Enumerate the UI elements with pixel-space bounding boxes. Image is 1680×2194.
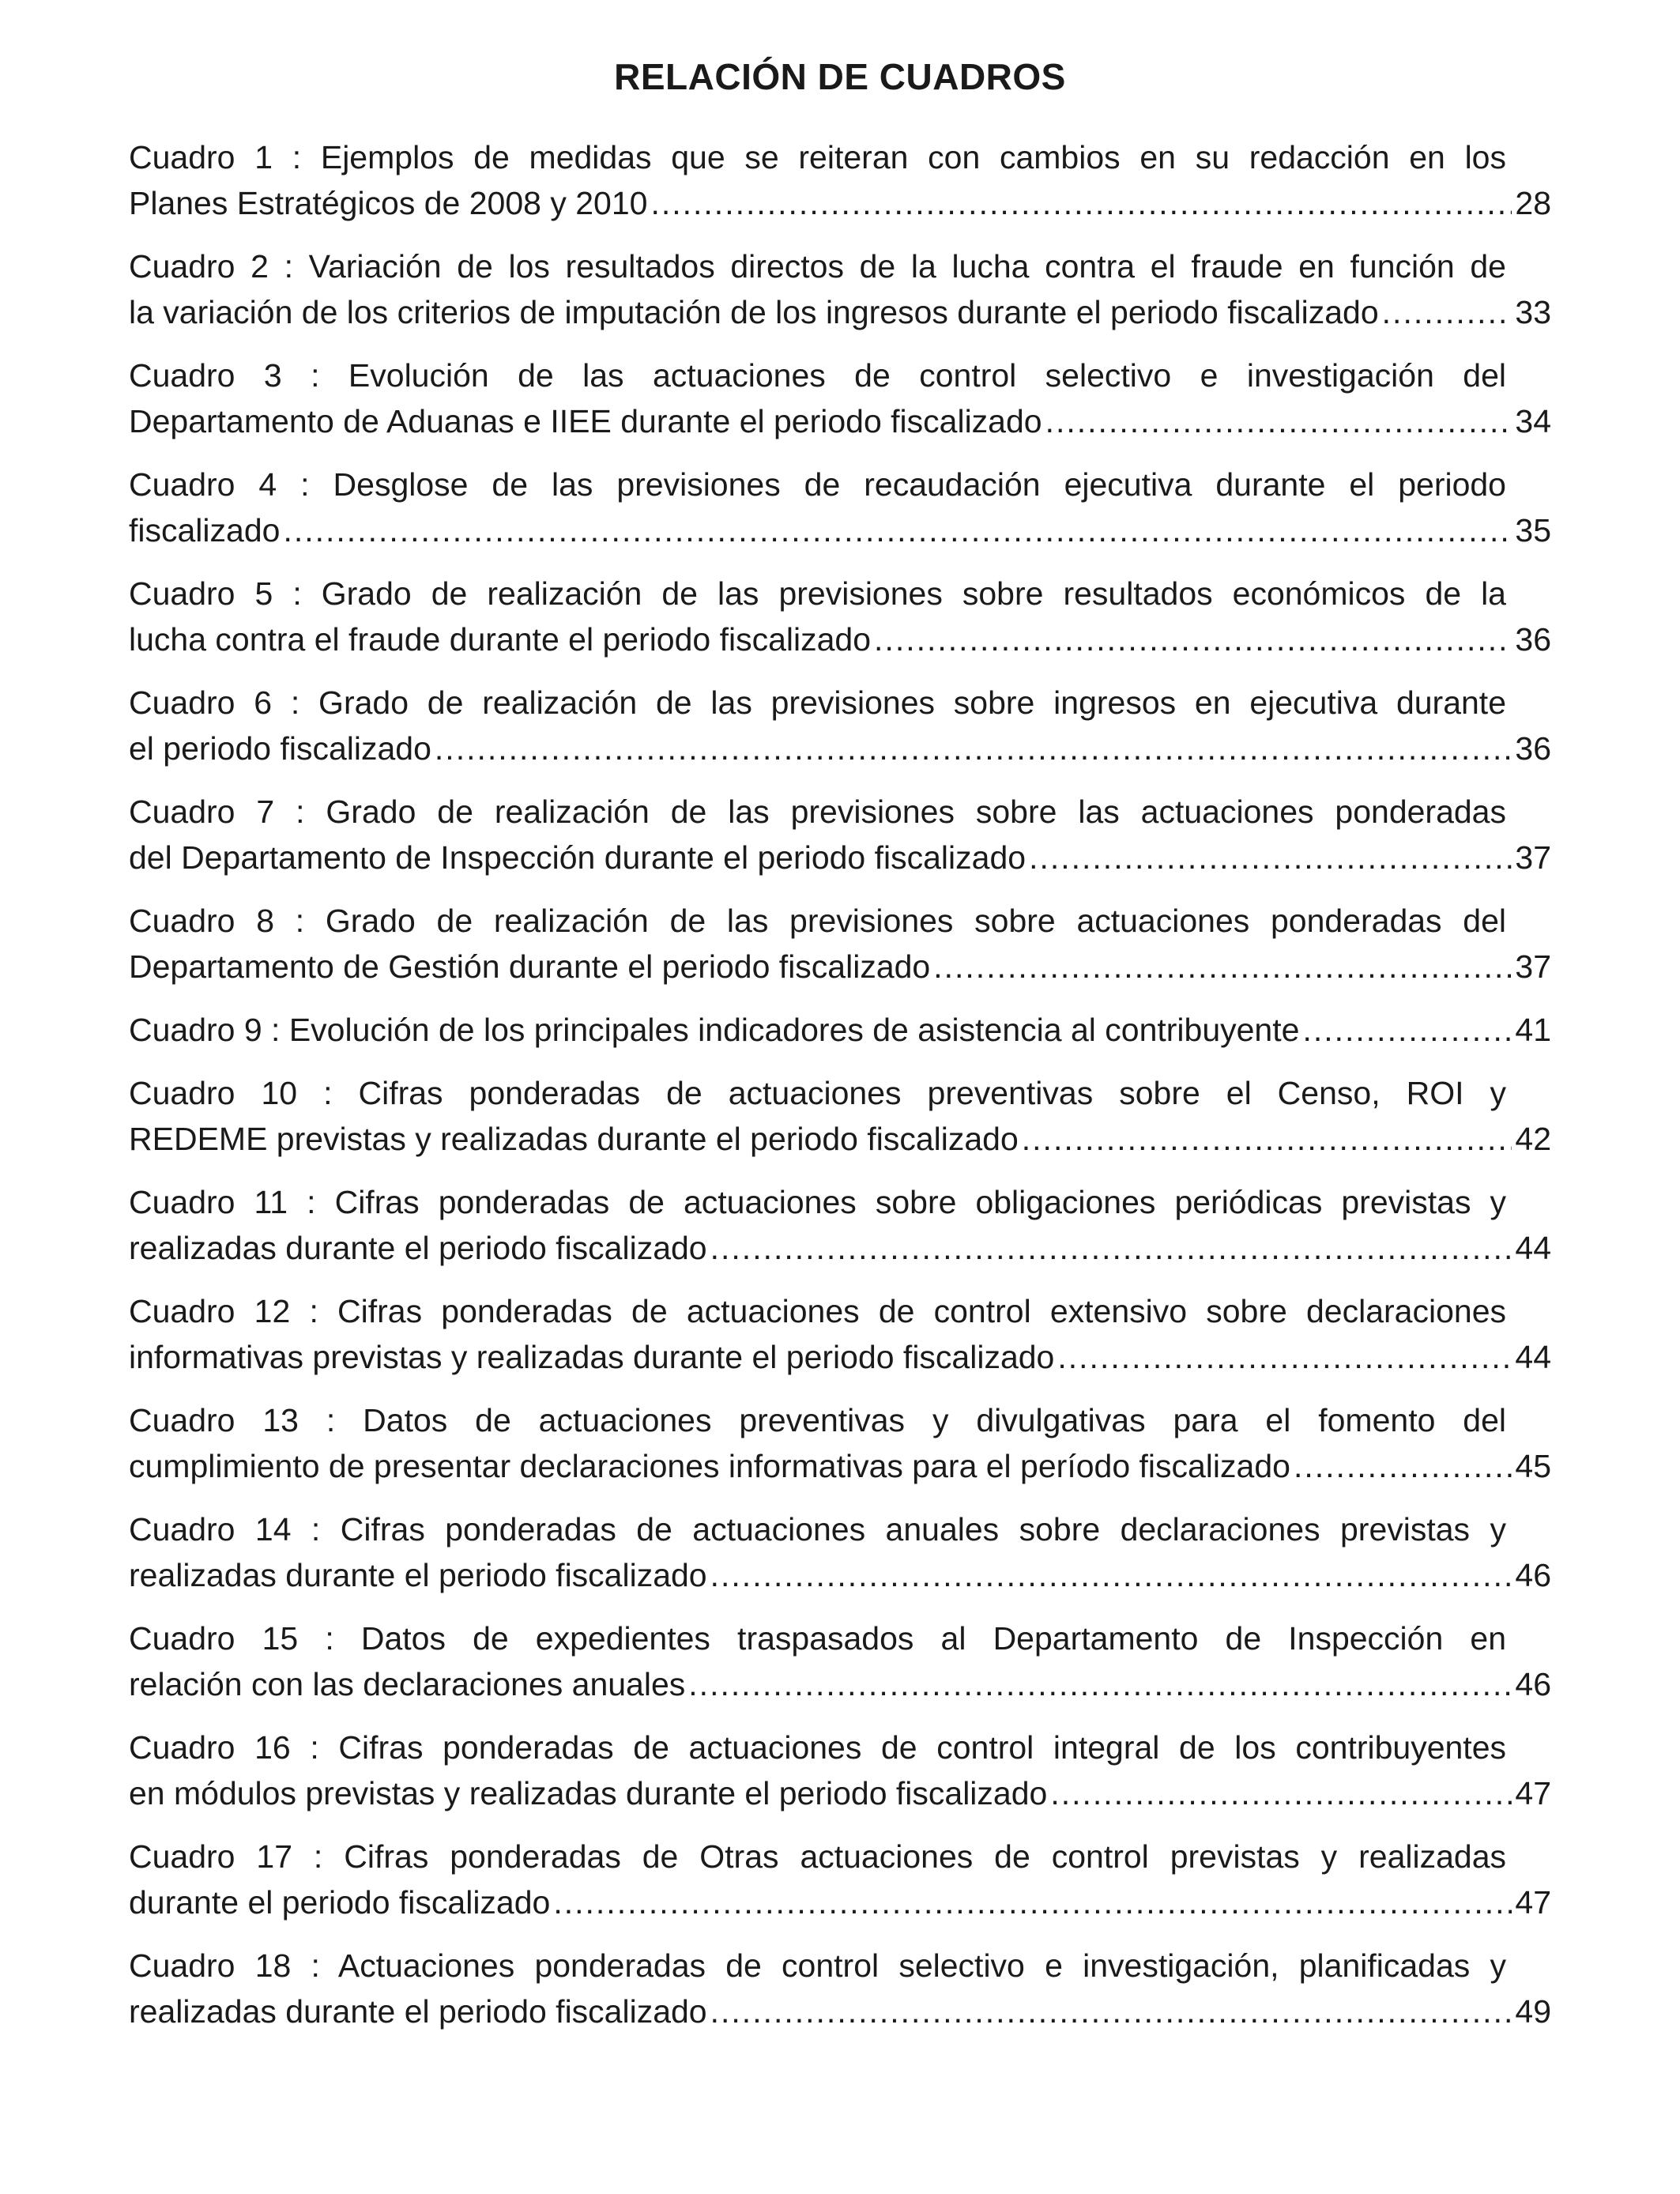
toc-entry-text: realizadas durante el periodo fiscalizado <box>129 1557 707 1593</box>
dot-leader <box>650 180 1512 226</box>
toc-entry-last-line <box>129 1007 1551 1053</box>
page-title: RELACIÓN DE CUADROS <box>614 56 1066 97</box>
dot-leader <box>1050 1770 1512 1816</box>
toc-entry-text: del Departamento de Inspección durante el periodo fiscalizado <box>129 839 1026 876</box>
toc-entry-title-line: Cuadro 7 : Grado de realización de las previsiones sobre las actuaciones ponderadas <box>129 794 1506 830</box>
toc-entry-last-line <box>129 1770 1551 1816</box>
toc-entry-text: cumplimiento de presentar declaraciones informativas para el período fiscalizado <box>129 1448 1290 1484</box>
toc-entry-title-line: Cuadro 12 : Cifras ponderadas de actuaciones de control extensivo sobre declaraciones <box>129 1293 1506 1329</box>
toc-entry-text: Planes Estratégicos de 2008 y 2010 <box>129 185 648 221</box>
page-number: 45 <box>1515 1448 1551 1484</box>
toc-entry-text: realizadas durante el periodo fiscalizado <box>129 1230 707 1266</box>
toc-entry[interactable] <box>129 1943 1551 2034</box>
dot-leader <box>553 1879 1512 1925</box>
toc-entry-title-line: Cuadro 3 : Evolución de las actuaciones de control selectivo e investigación del <box>129 357 1506 394</box>
dot-leader <box>1057 1334 1512 1380</box>
toc-entry-text: informativas previstas y realizadas durante el periodo fiscalizado <box>129 1339 1055 1375</box>
dot-leader <box>710 1552 1512 1598</box>
dot-leader <box>1029 835 1512 880</box>
toc-entry-title-line: Cuadro 15 : Datos de expedientes traspasados al Departamento de Inspección en <box>129 1620 1506 1657</box>
toc-entry-last-line <box>129 944 1551 990</box>
dot-leader <box>933 944 1512 990</box>
page-number: 49 <box>1515 1993 1551 2030</box>
toc-entry[interactable] <box>129 352 1551 444</box>
toc-entry-text: Departamento de Aduanas e IIEE durante el periodo fiscalizado <box>129 403 1042 439</box>
toc-entry-title-line: Cuadro 6 : Grado de realización de las previsiones sobre ingresos en ejecutiva durante <box>129 684 1506 721</box>
toc-entry-title-line: Cuadro 5 : Grado de realización de las previsiones sobre resultados económicos de la <box>129 575 1506 612</box>
page-number: 46 <box>1515 1666 1551 1702</box>
page-number: 33 <box>1515 294 1551 330</box>
toc-entry-title-line: Cuadro 16 : Cifras ponderadas de actuaciones de control integral de los contribuyentes <box>129 1729 1506 1766</box>
page-number: 35 <box>1515 512 1551 548</box>
toc-entry-last-line <box>129 726 1551 771</box>
page-number: 44 <box>1515 1339 1551 1375</box>
page-number: 37 <box>1515 839 1551 876</box>
page-number: 47 <box>1515 1884 1551 1921</box>
page-number: 42 <box>1515 1121 1551 1157</box>
toc-entry-title-line: Cuadro 14 : Cifras ponderadas de actuaciones anuales sobre declaraciones previstas y <box>129 1511 1506 1547</box>
toc-entry-last-line <box>129 1225 1551 1271</box>
toc-entry-text: durante el periodo fiscalizado <box>129 1884 551 1921</box>
toc-entry-title-line: Cuadro 8 : Grado de realización de las previsiones sobre actuaciones ponderadas del <box>129 903 1506 939</box>
toc-entry-text: el periodo fiscalizado <box>129 730 431 767</box>
toc-entry-text: REDEME previstas y realizadas durante el periodo fiscalizado <box>129 1121 1019 1157</box>
dot-leader <box>688 1661 1512 1707</box>
toc-entry[interactable] <box>129 1288 1551 1380</box>
dot-leader <box>1294 1443 1512 1489</box>
toc-entry-last-line <box>129 1879 1551 1925</box>
toc-entry-text: Departamento de Gestión durante el periodo fiscalizado <box>129 948 931 985</box>
toc-entry[interactable] <box>129 134 1551 226</box>
toc-entry[interactable] <box>129 1615 1551 1707</box>
toc-entry-last-line <box>129 289 1551 335</box>
page-number: 46 <box>1515 1557 1551 1593</box>
toc-entry[interactable] <box>129 1007 1551 1053</box>
toc-entry-text: relación con las declaraciones anuales <box>129 1666 686 1702</box>
page-number: 34 <box>1515 403 1551 439</box>
table-of-contents-list <box>129 134 1551 2052</box>
toc-entry-last-line <box>129 1552 1551 1598</box>
toc-entry-title-line: Cuadro 17 : Cifras ponderadas de Otras actuaciones de control previstas y realizadas <box>129 1838 1506 1875</box>
toc-entry[interactable] <box>129 1834 1551 1925</box>
toc-entry[interactable] <box>129 1725 1551 1816</box>
toc-entry-title-line: Cuadro 10 : Cifras ponderadas de actuaciones preventivas sobre el Censo, ROI y <box>129 1075 1506 1111</box>
dot-leader <box>1045 398 1512 444</box>
toc-entry-last-line <box>129 616 1551 662</box>
toc-entry-text: la variación de los criterios de imputación de los ingresos durante el periodo fiscalizado <box>129 294 1379 330</box>
dot-leader <box>1022 1116 1512 1162</box>
page-number: 36 <box>1515 621 1551 658</box>
toc-entry[interactable] <box>129 680 1551 771</box>
toc-entry-text: Cuadro 9 : Evolución de los principales indicadores de asistencia al contribuyente <box>129 1012 1300 1048</box>
toc-entry[interactable] <box>129 898 1551 990</box>
page-number: 28 <box>1515 185 1551 221</box>
toc-entry[interactable] <box>129 1179 1551 1271</box>
toc-entry-last-line <box>129 1989 1551 2034</box>
toc-entry-text: realizadas durante el periodo fiscalizado <box>129 1993 707 2030</box>
toc-entry-text: fiscalizado <box>129 512 281 548</box>
toc-entry-title-line: Cuadro 1 : Ejemplos de medidas que se reiteran con cambios en su redacción en los <box>129 139 1506 175</box>
toc-entry-title-line: Cuadro 4 : Desglose de las previsiones de recaudación ejecutiva durante el periodo <box>129 466 1506 503</box>
toc-entry-last-line <box>129 398 1551 444</box>
toc-entry-text: en módulos previstas y realizadas durante el periodo fiscalizado <box>129 1775 1048 1811</box>
dot-leader <box>710 1225 1512 1271</box>
dot-leader <box>1382 289 1512 335</box>
toc-entry-last-line <box>129 1661 1551 1707</box>
page-number: 47 <box>1515 1775 1551 1811</box>
dot-leader <box>283 507 1512 553</box>
toc-entry[interactable] <box>129 243 1551 335</box>
toc-entry-title-line: Cuadro 2 : Variación de los resultados directos de la lucha contra el fraude en función de <box>129 248 1506 285</box>
toc-entry-title-line: Cuadro 11 : Cifras ponderadas de actuaciones sobre obligaciones periódicas previstas y <box>129 1184 1506 1220</box>
toc-entry-title-line: Cuadro 18 : Actuaciones ponderadas de control selectivo e investigación, planificadas y <box>129 1947 1506 1984</box>
toc-entry-last-line <box>129 180 1551 226</box>
dot-leader <box>874 616 1512 662</box>
toc-entry[interactable] <box>129 462 1551 553</box>
page-number: 36 <box>1515 730 1551 767</box>
page-number: 44 <box>1515 1230 1551 1266</box>
toc-entry[interactable] <box>129 1397 1551 1489</box>
toc-entry[interactable] <box>129 571 1551 662</box>
toc-entry-last-line <box>129 835 1551 880</box>
page-number: 37 <box>1515 948 1551 985</box>
toc-entry[interactable] <box>129 1506 1551 1598</box>
toc-entry[interactable] <box>129 1070 1551 1162</box>
toc-entry-last-line <box>129 507 1551 553</box>
page-number: 41 <box>1515 1012 1551 1048</box>
toc-entry-title-line: Cuadro 13 : Datos de actuaciones preventivas y divulgativas para el fomento del <box>129 1402 1506 1438</box>
dot-leader <box>1302 1007 1512 1053</box>
dot-leader <box>435 726 1512 771</box>
toc-entry[interactable] <box>129 789 1551 880</box>
dot-leader <box>710 1989 1512 2034</box>
toc-entry-text: lucha contra el fraude durante el periodo fiscalizado <box>129 621 872 658</box>
toc-entry-last-line <box>129 1443 1551 1489</box>
toc-entry-last-line <box>129 1334 1551 1380</box>
toc-entry-last-line <box>129 1116 1551 1162</box>
